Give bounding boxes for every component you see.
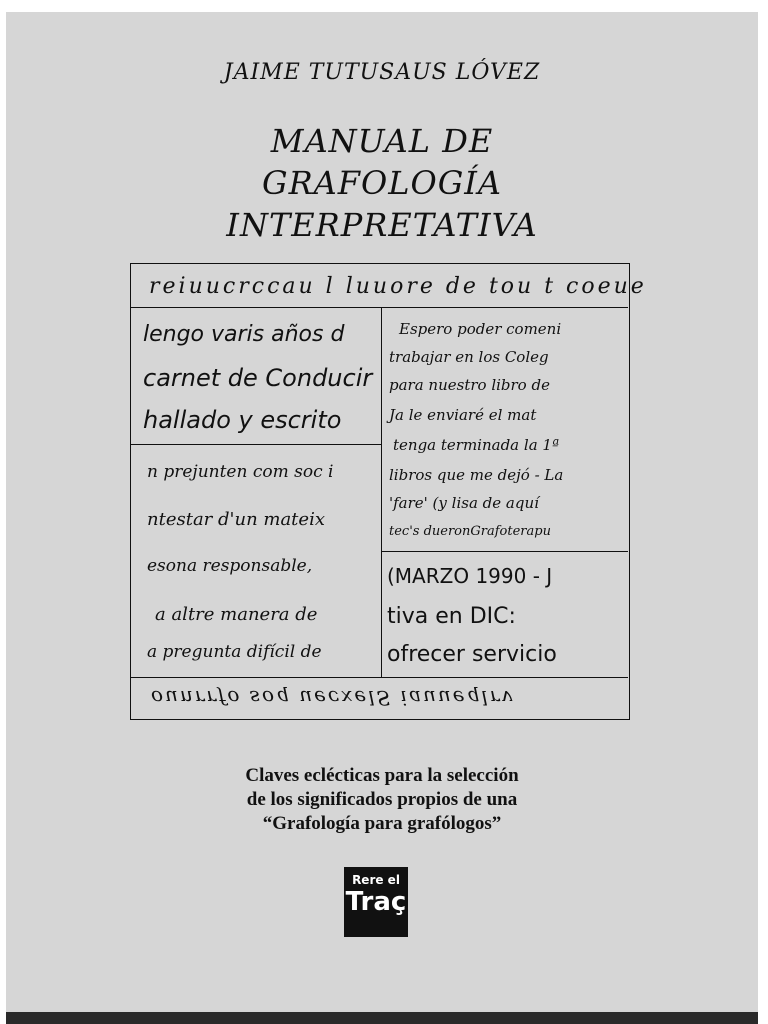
grid-line: [131, 307, 628, 308]
handwriting-line: ntestar d'un mateix: [147, 509, 325, 530]
handwriting-line: trabajar en los Coleg: [389, 348, 549, 366]
publisher-logo-line-1: Rere el: [352, 873, 400, 887]
handwriting-line: a altre manera de: [155, 604, 318, 625]
grid-line: [131, 444, 381, 445]
handwriting-line: carnet de Conducir: [143, 364, 373, 392]
handwriting-line: hallado y escrito: [143, 406, 342, 434]
handwriting-sample-grid: [130, 263, 647, 720]
author-name: JAIME TUTUSAUS LÓVEZ: [223, 60, 541, 85]
title-line-1: MANUAL DE: [270, 122, 494, 160]
handwriting-line: esona responsable,: [147, 556, 313, 576]
handwriting-line: 'fare' (y lisa de aquí: [389, 494, 539, 512]
handwriting-line: n prejunten com soc i: [147, 462, 334, 482]
subtitle-line-3: “Grafología para grafólogos”: [262, 813, 502, 834]
grid-line: [131, 677, 628, 678]
handwriting-line: (MARZO 1990 - J: [387, 564, 553, 588]
cover-bottom-edge: [6, 1012, 758, 1024]
handwriting-top-row: reiuucrccau l luuore de tou t coeue: [149, 274, 647, 299]
handwriting-line: Espero poder comeni: [399, 320, 562, 338]
handwriting-line: para nuestro libro de: [389, 376, 550, 394]
title-line-2: GRAFOLOGÍA: [262, 164, 502, 202]
grid-line: [381, 307, 382, 677]
handwriting-line: tenga terminada la 1ª: [393, 436, 560, 454]
subtitle-line-2: de los significados propios de una: [246, 789, 518, 810]
handwriting-line: lengo varis años d: [143, 322, 345, 347]
publisher-logo: [344, 867, 408, 937]
handwriting-line: tiva en DIC:: [387, 604, 516, 629]
subtitle: [6, 764, 758, 836]
grid-line: [381, 551, 628, 552]
subtitle-line-1: Claves eclécticas para la selección: [245, 765, 519, 786]
handwriting-line: libros que me dejó - La: [389, 466, 564, 484]
handwriting-bottom-row: ounrrfo soq uecxelS iauueqlrv: [151, 686, 515, 710]
title-line-3: INTERPRETATIVA: [226, 206, 538, 244]
handwriting-line: ofrecer servicio: [387, 642, 557, 667]
book-cover: [6, 12, 758, 1018]
publisher-logo-line-2: Traç: [345, 887, 407, 917]
handwriting-line: a pregunta difícil de: [147, 642, 322, 662]
handwriting-line: Ja le enviaré el mat: [389, 406, 537, 424]
handwriting-line: tec's dueronGrafoterapu: [389, 524, 551, 539]
